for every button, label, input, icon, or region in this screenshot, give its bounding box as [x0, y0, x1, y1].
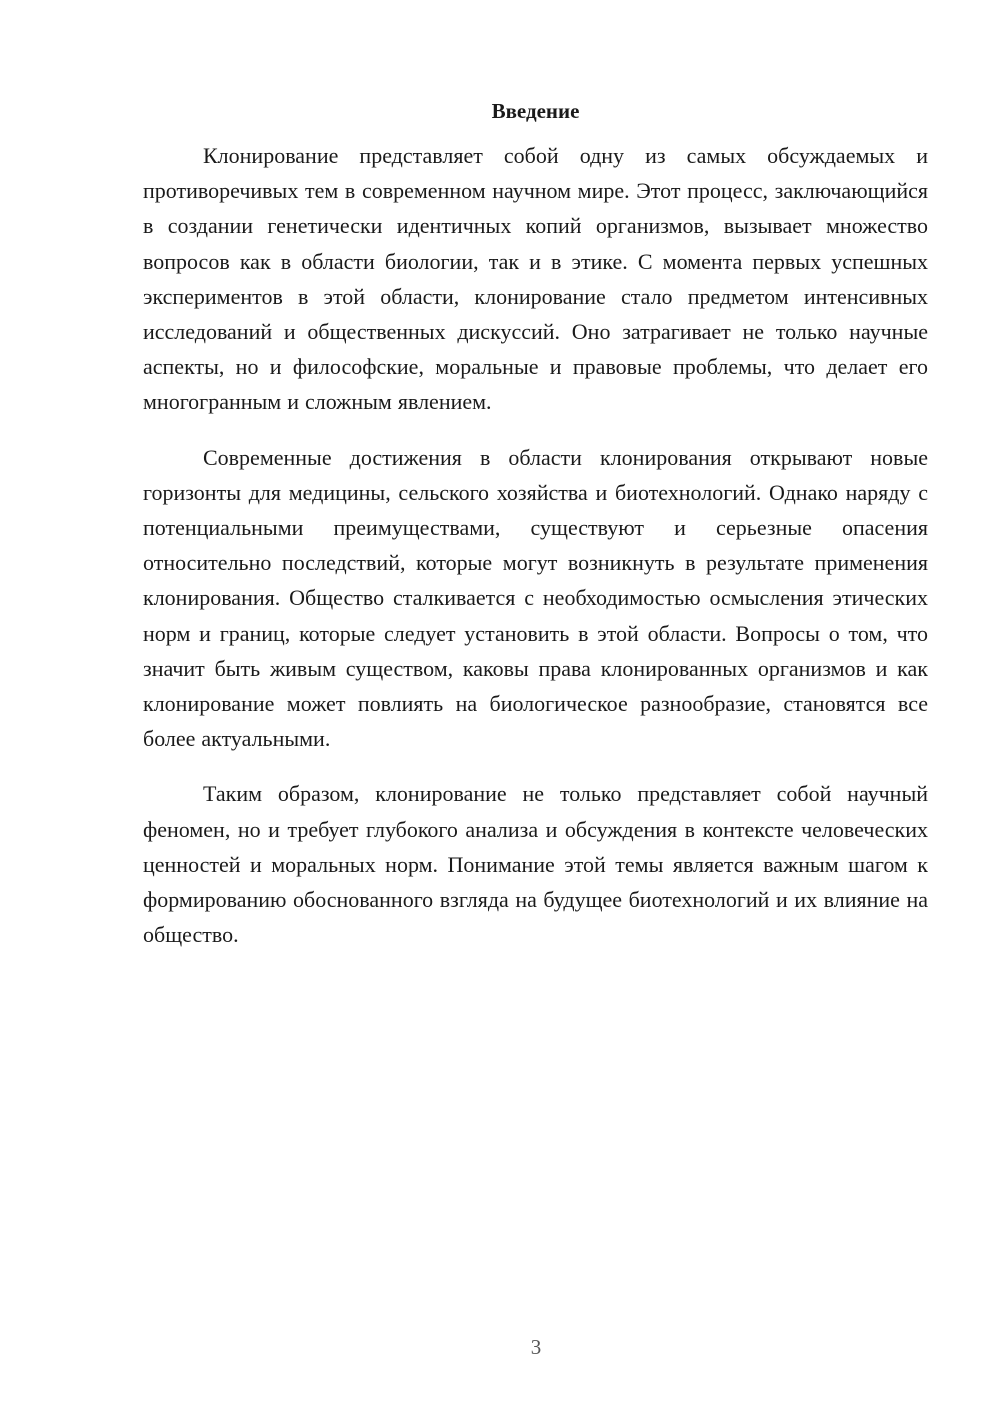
page-content: [143, 96, 928, 972]
paragraph-2: Современные достижения в области клонирования открывают новые горизонты для медицины, сельского хозяйства и биотехнологий. Однако наряду с потенциальными преимуществами, существуют и серьезные опасения относительно последствий, которые могут возникнуть в результате применения клонирования. Общество сталкивается с необходимостью осмысления этических норм и границ, которые следует установить в этой области. Вопросы о том, что значит быть живым существом, каковы права клонированных организмов и как клонирование может повлиять на биологическое разнообразие, становятся все более актуальными.: [143, 444, 928, 752]
paragraph-3: Таким образом, клонирование не только представляет собой научный феномен, но и требует глубокого анализа и обсуждения в контексте человеческих ценностей и моральных норм. Понимание этой темы является важным шагом к формированию обоснованного взгляда на будущее биотехнологий и их влияние на общество.: [143, 781, 928, 948]
section-title: Введение: [491, 99, 580, 123]
paragraph-1: Клонирование представляет собой одну из самых обсуждаемых и противоречивых тем в современном научном мире. Этот процесс, заключающийся в создании генетически идентичных копий организмов, вызывает множество вопросов как в области биологии, так и в этике. С момента первых успешных экспериментов в этой области, клонирование стало предметом интенсивных исследований и общественных дискуссий. Оно затрагивает не только научные аспекты, но и философские, моральные и правовые проблемы, что делает его многогранным и сложным явлением.: [143, 143, 928, 415]
page-number: 3: [530, 1335, 542, 1359]
